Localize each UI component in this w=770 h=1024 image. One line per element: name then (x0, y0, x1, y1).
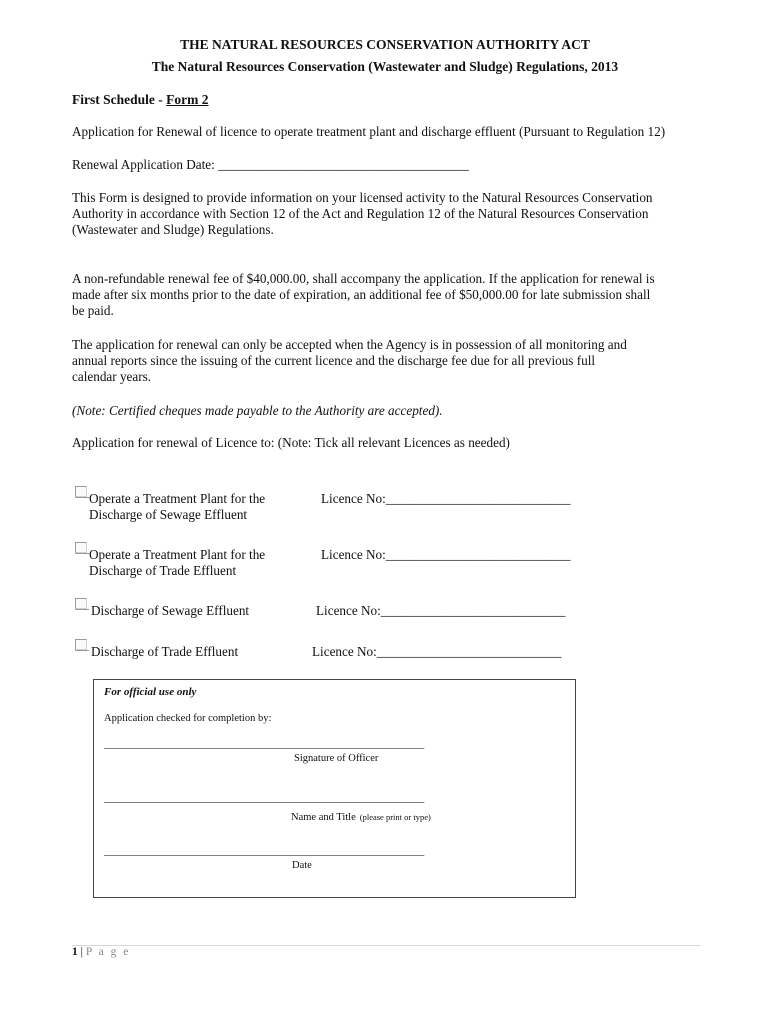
official-use-box (93, 679, 576, 898)
official-use-heading: For official use only (104, 686, 197, 698)
act-title: THE NATURAL RESOURCES CONSERVATION AUTHORITY ACT (180, 37, 590, 52)
checkbox-underline (75, 553, 89, 554)
licence-number-field[interactable]: Licence No:____________________________ (321, 491, 571, 506)
licence-number-field[interactable]: Licence No:____________________________ (321, 547, 571, 562)
page-number: 1 (72, 946, 78, 958)
page-word: P a g e (85, 946, 131, 958)
checked-by-label: Application checked for completion by: (104, 713, 272, 724)
purpose-paragraph: This Form is designed to provide information on your licensed activity to the Natural Resources Conservation Authority in accordance with Section 12 of the Act and Regulation 12 of the Natural Resources Conservation (Wastewater and Sludge) Regulations. (72, 190, 653, 237)
signature-line[interactable]: _____________________________________________________________ (104, 739, 425, 750)
regulations-title: The Natural Resources Conservation (Wastewater and Sludge) Regulations, 2013 (151, 59, 619, 74)
trade-discharge-checkbox[interactable] (75, 639, 89, 651)
checkbox-icon (75, 639, 87, 650)
option-line1: Operate a Treatment Plant for the (89, 491, 266, 506)
name-title-text: Name and Title (291, 812, 356, 823)
licence-intro: Application for renewal of Licence to: (Note: Tick all relevant Licences as needed) (72, 435, 510, 450)
option-trade-discharge: Discharge of Trade Effluent (91, 644, 239, 659)
name-title-note: (please print or type) (359, 812, 431, 822)
option-line2: Discharge of Trade Effluent (89, 563, 237, 578)
name-title-line[interactable]: _____________________________________________________________ (104, 793, 425, 804)
sewage-discharge-checkbox[interactable] (75, 598, 89, 610)
option-trade-plant (89, 547, 265, 579)
checkbox-underline (75, 609, 89, 610)
footer-divider (72, 945, 700, 946)
renewal-date-field[interactable]: Renewal Application Date: ______________________________________ (72, 157, 469, 172)
acceptance-paragraph: The application for renewal can only be accepted when the Agency is in possession of all monitoring and annual reports since the issuing of the current licence and the discharge fee due for all previous full calendar years. (72, 337, 627, 384)
name-title-caption (291, 807, 431, 825)
footer-separator: | (77, 946, 86, 958)
cheque-note: (Note: Certified cheques made payable to the Authority are accepted). (72, 403, 443, 418)
licence-number-field[interactable]: Licence No:____________________________ (316, 603, 566, 618)
option-line2: Discharge of Sewage Effluent (89, 507, 248, 522)
date-line[interactable]: _____________________________________________________________ (104, 846, 425, 857)
application-line: Application for Renewal of licence to operate treatment plant and discharge effluent (Pursuant to Regulation 12) (72, 124, 666, 139)
form-number: Form 2 (166, 92, 209, 107)
schedule-heading (72, 92, 208, 108)
trade-plant-checkbox[interactable] (75, 542, 89, 554)
checkbox-underline (75, 497, 89, 498)
page-footer (72, 946, 130, 958)
schedule-prefix: First Schedule - (72, 92, 167, 107)
checkbox-icon (75, 486, 87, 497)
date-caption: Date (292, 860, 312, 871)
licence-number-field[interactable]: Licence No:____________________________ (312, 644, 562, 659)
fee-paragraph: A non-refundable renewal fee of $40,000.00, shall accompany the application. If the application for renewal is made after six months prior to the date of expiration, an additional fee of $50,000.00 for late submission shall be paid. (72, 271, 655, 318)
checkbox-icon (75, 542, 87, 553)
sewage-plant-checkbox[interactable] (75, 486, 89, 498)
option-line1: Operate a Treatment Plant for the (89, 547, 266, 562)
checkbox-icon (75, 598, 87, 609)
option-sewage-plant (89, 491, 265, 523)
option-sewage-discharge: Discharge of Sewage Effluent (91, 603, 250, 618)
signature-caption: Signature of Officer (294, 753, 379, 764)
checkbox-underline (75, 650, 89, 651)
